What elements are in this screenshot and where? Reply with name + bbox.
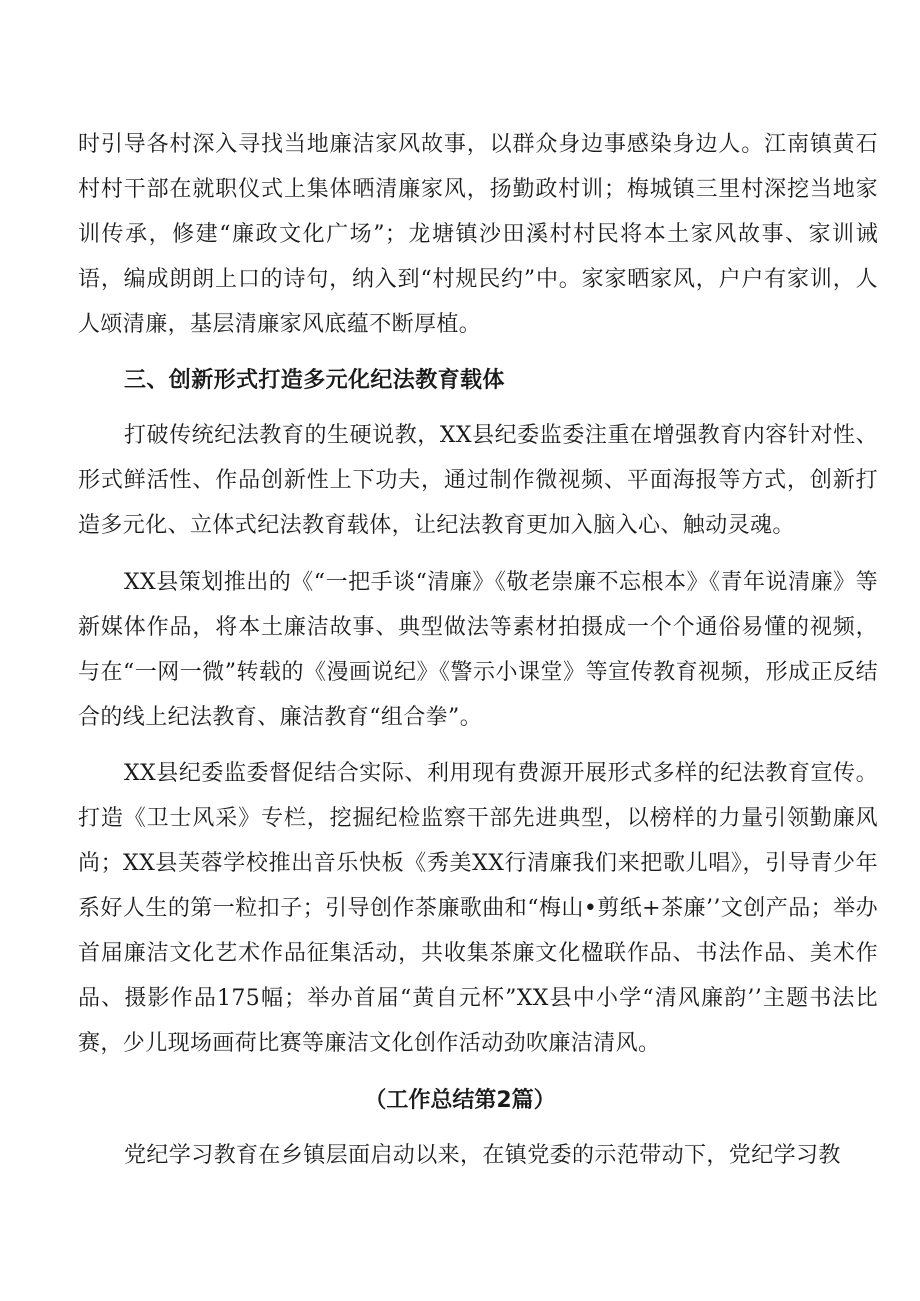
section-heading-three: 三、创新形式打造多元化纪法教育载体 [124,368,505,393]
paragraph-education-activities: XX县纪委监委督促结合实际、利用现有费源开展形式多样的纪法教育宣传。打造《卫士风采》专栏，挖掘纪检监察干部先进典型，以榜样的力量引领勤廉风尚；XX县芙蓉学校推出音乐快板《秀美XX行清廉我们来把歌儿唱》，引导青少年系好人生的第一粒扣子；引导创作茶廉歌曲和“梅山•剪纸+茶廉’’文创产品；举办首届廉洁文化艺术作品征集活动，共收集茶廉文化楹联作品、书法作品、美术作品、摄影作品175幅；举办首届“黄自元杯”XX县中小学“清风廉韵’’主题书法比赛，少儿现场画荷比赛等廉洁文化创作活动劲吹廉洁清风。 [78,761,878,1056]
paragraph-party-discipline: 党纪学习教育在乡镇层面启动以来，在镇党委的示范带动下，党纪学习教 [124,1143,841,1168]
paragraph-family-style: 时引导各村深入寻找当地廉洁家风故事，以群众身边事感染身边人。江南镇黄石村村干部在就职仪式上集体晒清廉家风，扬勤政村训；梅城镇三里村深挖当地家训传承，修建“廉政文化广场”；龙塘镇沙田溪村村民将本土家风故事、家训诫语，编成朗朗上口的诗句，纳入到“村规民约”中。家家晒家风，户户有家训，人人颂清廉，基层清廉家风底蕴不断厚植。 [78,132,878,337]
section-title-part-two: （工作总结第2篇） [364,1088,556,1113]
paragraph-innovation-intro: 打破传统纪法教育的生硬说教，XX县纪委监委注重在增强教育内容针对性、形式鲜活性、作品创新性上下功夫，通过制作微视频、平面海报等方式，创新打造多元化、立体式纪法教育载体，让纪法教育更加入脑入心、触动灵魂。 [78,423,878,538]
paragraph-new-media-works: XX县策划推出的《“一把手谈“清廉》《敬老崇廉不忘根本》《青年说清廉》等新媒体作品，将本土廉洁故事、典型做法等素材拍摄成一个个通俗易懂的视频，与在“一网一微”转载的《漫画说纪》《警示小课堂》等宣传教育视频，形成正反结合的线上纪法教育、廉洁教育“组合拳”。 [78,570,878,730]
